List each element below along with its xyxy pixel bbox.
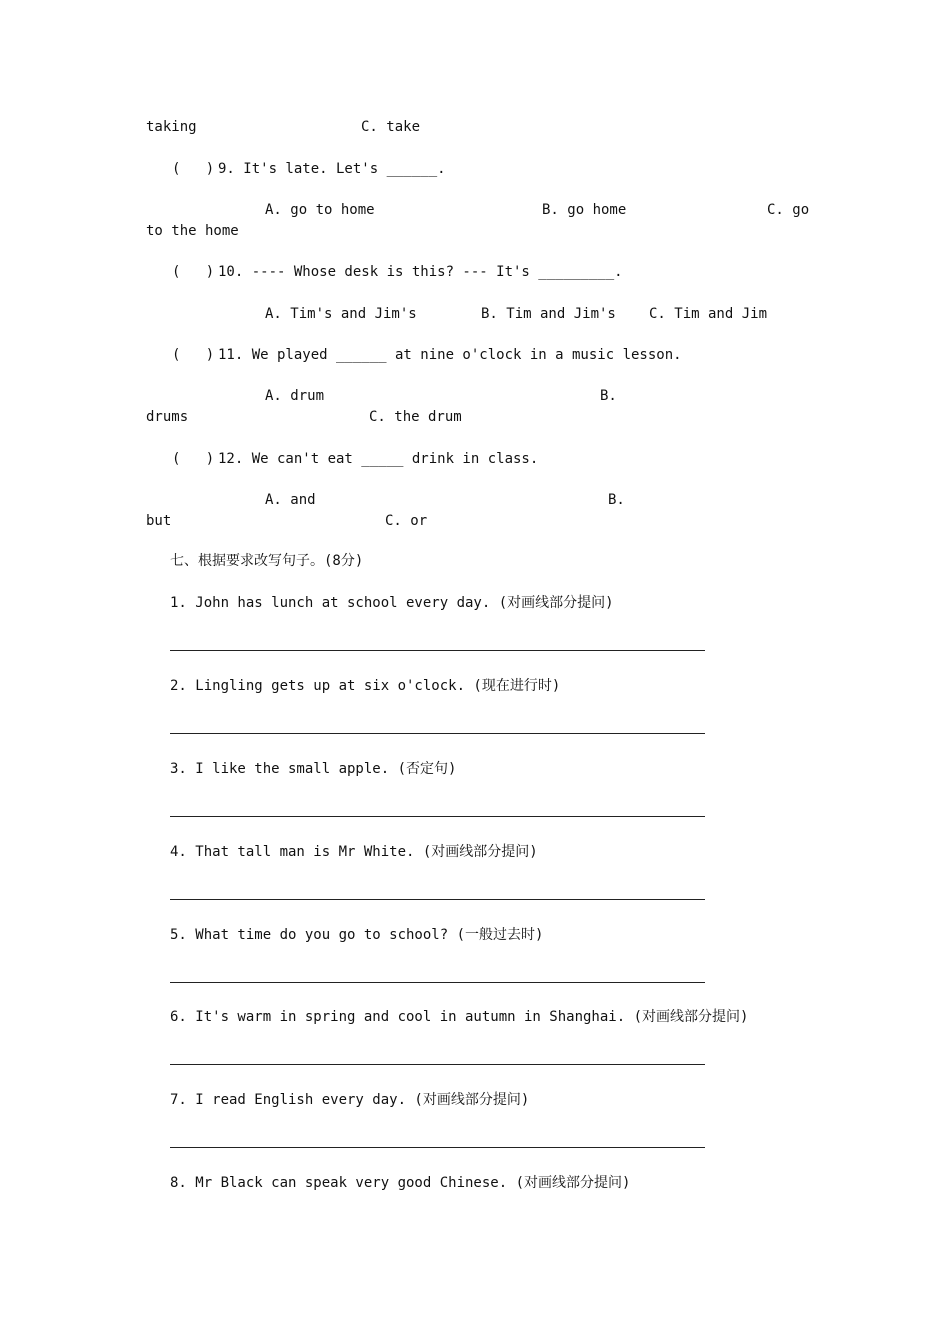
q11-answer-paren[interactable]: ( ) — [172, 347, 215, 363]
rewrite-item-7: 7. I read English every day. (对画线部分提问) — [170, 1092, 530, 1108]
q9-option-b: B. go home — [542, 202, 627, 218]
answer-line-5[interactable] — [170, 982, 705, 983]
answer-line-7[interactable] — [170, 1147, 705, 1148]
q10-stem: 10. ---- Whose desk is this? --- It's _________. — [218, 264, 623, 280]
rewrite-item-3: 3. I like the small apple. (否定句) — [170, 761, 457, 777]
q9-stem: 9. It's late. Let's ______. — [218, 161, 446, 177]
rewrite-item-6: 6. It's warm in spring and cool in autumn in Shanghai. (对画线部分提问) — [170, 1009, 749, 1025]
rewrite-item-4: 4. That tall man is Mr White. (对画线部分提问) — [170, 844, 538, 860]
answer-line-4[interactable] — [170, 899, 705, 900]
q12-stem: 12. We can't eat _____ drink in class. — [218, 451, 539, 467]
answer-line-2[interactable] — [170, 733, 705, 734]
q10-answer-paren[interactable]: ( ) — [172, 264, 215, 280]
q12-option-b-tail: but — [146, 513, 172, 529]
q10-option-b: B. Tim and Jim's — [481, 306, 616, 322]
q12-option-c: C. or — [385, 513, 428, 529]
q8-option-c: C. take — [361, 119, 421, 135]
q10-option-a: A. Tim's and Jim's — [265, 306, 417, 322]
answer-line-6[interactable] — [170, 1064, 705, 1065]
q11-option-b-tail: drums — [146, 409, 189, 425]
q9-option-c-tail: to the home — [146, 223, 239, 239]
q9-option-c: C. go — [767, 202, 810, 218]
rewrite-item-2: 2. Lingling gets up at six o'clock. (现在进行时) — [170, 678, 561, 694]
q11-stem: 11. We played ______ at nine o'clock in a music lesson. — [218, 347, 682, 363]
answer-line-3[interactable] — [170, 816, 705, 817]
q12-option-b: B. — [608, 492, 625, 508]
q11-option-b: B. — [600, 388, 617, 404]
q12-option-a: A. and — [265, 492, 316, 508]
q10-option-c: C. Tim and Jim — [649, 306, 768, 322]
answer-line-1[interactable] — [170, 650, 705, 651]
q11-option-c: C. the drum — [369, 409, 462, 425]
q11-option-a: A. drum — [265, 388, 325, 404]
rewrite-item-5: 5. What time do you go to school? (一般过去时) — [170, 927, 544, 943]
q9-option-a: A. go to home — [265, 202, 375, 218]
section-7-title: 七、根据要求改写句子。(8分) — [170, 553, 364, 569]
q9-answer-paren[interactable]: ( ) — [172, 161, 215, 177]
rewrite-item-1: 1. John has lunch at school every day. (对画线部分提问) — [170, 595, 614, 611]
q12-answer-paren[interactable]: ( ) — [172, 451, 215, 467]
rewrite-item-8: 8. Mr Black can speak very good Chinese. (对画线部分提问) — [170, 1175, 631, 1191]
q8-option-b-tail: taking — [146, 119, 197, 135]
